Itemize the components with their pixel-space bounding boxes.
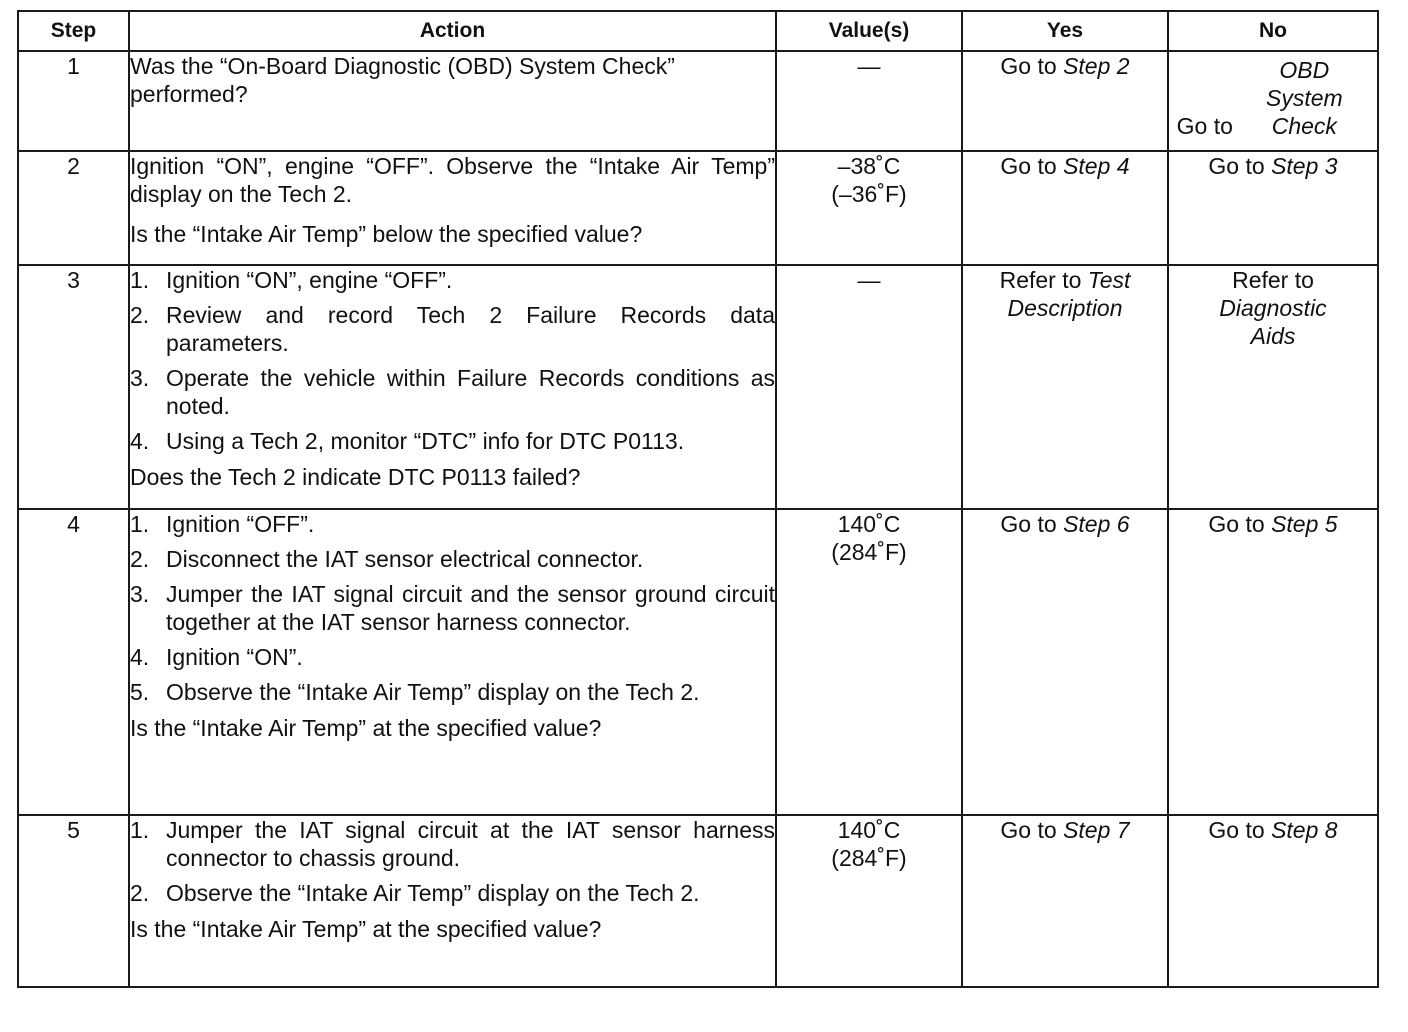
list-item: [130, 678, 775, 706]
header-values: Value(s): [776, 11, 962, 51]
yes-prefix: Go to: [1000, 511, 1057, 537]
value-cell: [776, 151, 962, 265]
item-text: Jumper the IAT signal circuit and the sensor ground circuit together at the IAT sensor harness connector.: [166, 581, 775, 635]
value-cell: [776, 815, 962, 987]
no-link[interactable]: Step 8: [1271, 817, 1338, 843]
table-row: [18, 509, 1378, 815]
no-prefix: Go to: [1208, 817, 1265, 843]
list-item: [130, 580, 775, 636]
step-number: 5: [18, 815, 129, 987]
step-number: 3: [18, 265, 129, 509]
action-cell: [129, 265, 776, 509]
item-number: 3.: [130, 365, 150, 391]
diagnostic-table: [17, 10, 1379, 988]
yes-link[interactable]: Step 7: [1063, 817, 1130, 843]
list-item: [130, 301, 775, 357]
header-step: Step: [18, 11, 129, 51]
no-link[interactable]: Step 5: [1271, 511, 1338, 537]
table-row: [18, 151, 1378, 265]
step-number: 4: [18, 509, 129, 815]
item-number: 5.: [130, 679, 150, 705]
item-text: Using a Tech 2, monitor “DTC” info for DTC P0113.: [166, 428, 685, 454]
value-cell: [776, 265, 962, 509]
no-prefix: Go to: [1208, 511, 1265, 537]
item-text: Jumper the IAT signal circuit at the IAT sensor harness connector to chassis ground.: [166, 817, 775, 871]
value-celsius: –38˚C: [837, 153, 901, 179]
list-item: [130, 879, 775, 907]
no-cell: [1168, 265, 1378, 509]
step-number: 1: [18, 51, 129, 151]
header-yes: Yes: [962, 11, 1168, 51]
header-row: [18, 11, 1378, 51]
no-cell: [1168, 151, 1378, 265]
item-text: Review and record Tech 2 Failure Records data parameters.: [166, 302, 775, 356]
value-cell: [776, 51, 962, 151]
value-fahrenheit: (284˚F): [831, 845, 907, 871]
no-prefix: Refer to: [1232, 267, 1314, 293]
yes-prefix: Go to: [1000, 153, 1057, 179]
yes-cell: [962, 815, 1168, 987]
no-prefix: Go to: [1176, 113, 1233, 139]
question-text: Is the “Intake Air Temp” below the specified value?: [130, 221, 643, 247]
item-number: 4.: [130, 428, 150, 454]
item-number: 2.: [130, 546, 150, 572]
no-link[interactable]: Diagnostic Aids: [1219, 295, 1327, 349]
item-number: 1.: [130, 511, 150, 537]
action-text: Was the “On-Board Diagnostic (OBD) System Check” performed?: [130, 53, 675, 107]
yes-link[interactable]: Step 6: [1063, 511, 1130, 537]
yes-line: [963, 266, 1167, 294]
item-number: 2.: [130, 880, 150, 906]
item-number: 1.: [130, 817, 150, 843]
action-cell: [129, 509, 776, 815]
action-text: Ignition “ON”, engine “OFF”. Observe the “Intake Air Temp” display on the Tech 2.: [130, 153, 775, 207]
no-prefix: Go to: [1208, 153, 1265, 179]
list-item: [130, 545, 775, 573]
list-item: [130, 364, 775, 420]
step-number: 2: [18, 151, 129, 265]
value-fahrenheit: (–36˚F): [831, 181, 907, 207]
yes-cell: [962, 265, 1168, 509]
value-celsius: 140˚C: [837, 817, 901, 843]
table-row: [18, 815, 1378, 987]
yes-cell: [962, 151, 1168, 265]
item-text: Ignition “OFF”.: [166, 511, 315, 537]
item-number: 1.: [130, 267, 150, 293]
no-link[interactable]: OBD System Check: [1265, 57, 1343, 139]
yes-link-part2[interactable]: Description: [1007, 295, 1123, 321]
no-link[interactable]: Step 3: [1271, 153, 1338, 179]
question-text: Does the Tech 2 indicate DTC P0113 failed?: [130, 464, 581, 490]
action-cell: [129, 151, 776, 265]
list-item: [130, 427, 775, 455]
value-text: —: [857, 53, 881, 79]
item-number: 3.: [130, 581, 150, 607]
yes-cell: [962, 51, 1168, 151]
yes-link[interactable]: Step 2: [1063, 53, 1130, 79]
item-text: Observe the “Intake Air Temp” display on the Tech 2.: [166, 880, 700, 906]
table-row: [18, 51, 1378, 151]
yes-prefix: Go to: [1000, 817, 1057, 843]
item-number: 2.: [130, 302, 150, 328]
table-row: [18, 265, 1378, 509]
yes-prefix: Refer to: [999, 267, 1082, 293]
yes-cell: [962, 509, 1168, 815]
value-fahrenheit: (284˚F): [831, 539, 907, 565]
value-cell: [776, 509, 962, 815]
list-item: [130, 643, 775, 671]
no-cell: [1168, 509, 1378, 815]
item-text: Ignition “ON”.: [166, 644, 303, 670]
action-cell: [129, 51, 776, 151]
list-item: [130, 510, 775, 538]
value-text: —: [857, 267, 881, 293]
item-text: Operate the vehicle within Failure Records conditions as noted.: [166, 365, 775, 419]
list-item: [130, 266, 775, 294]
header-action: Action: [129, 11, 776, 51]
no-cell: [1168, 815, 1378, 987]
list-item: [130, 816, 775, 872]
item-text: Disconnect the IAT sensor electrical connector.: [166, 546, 644, 572]
item-number: 4.: [130, 644, 150, 670]
item-text: Observe the “Intake Air Temp” display on the Tech 2.: [166, 679, 700, 705]
value-celsius: 140˚C: [837, 511, 901, 537]
question-text: Is the “Intake Air Temp” at the specified value?: [130, 715, 602, 741]
question-text: Is the “Intake Air Temp” at the specified value?: [130, 916, 602, 942]
yes-link[interactable]: Step 4: [1063, 153, 1130, 179]
item-text: Ignition “ON”, engine “OFF”.: [166, 267, 453, 293]
yes-prefix: Go to: [1000, 53, 1057, 79]
action-cell: [129, 815, 776, 987]
header-no: No: [1168, 11, 1378, 51]
yes-link-part1[interactable]: Test: [1087, 267, 1131, 293]
no-cell: [1168, 51, 1378, 151]
